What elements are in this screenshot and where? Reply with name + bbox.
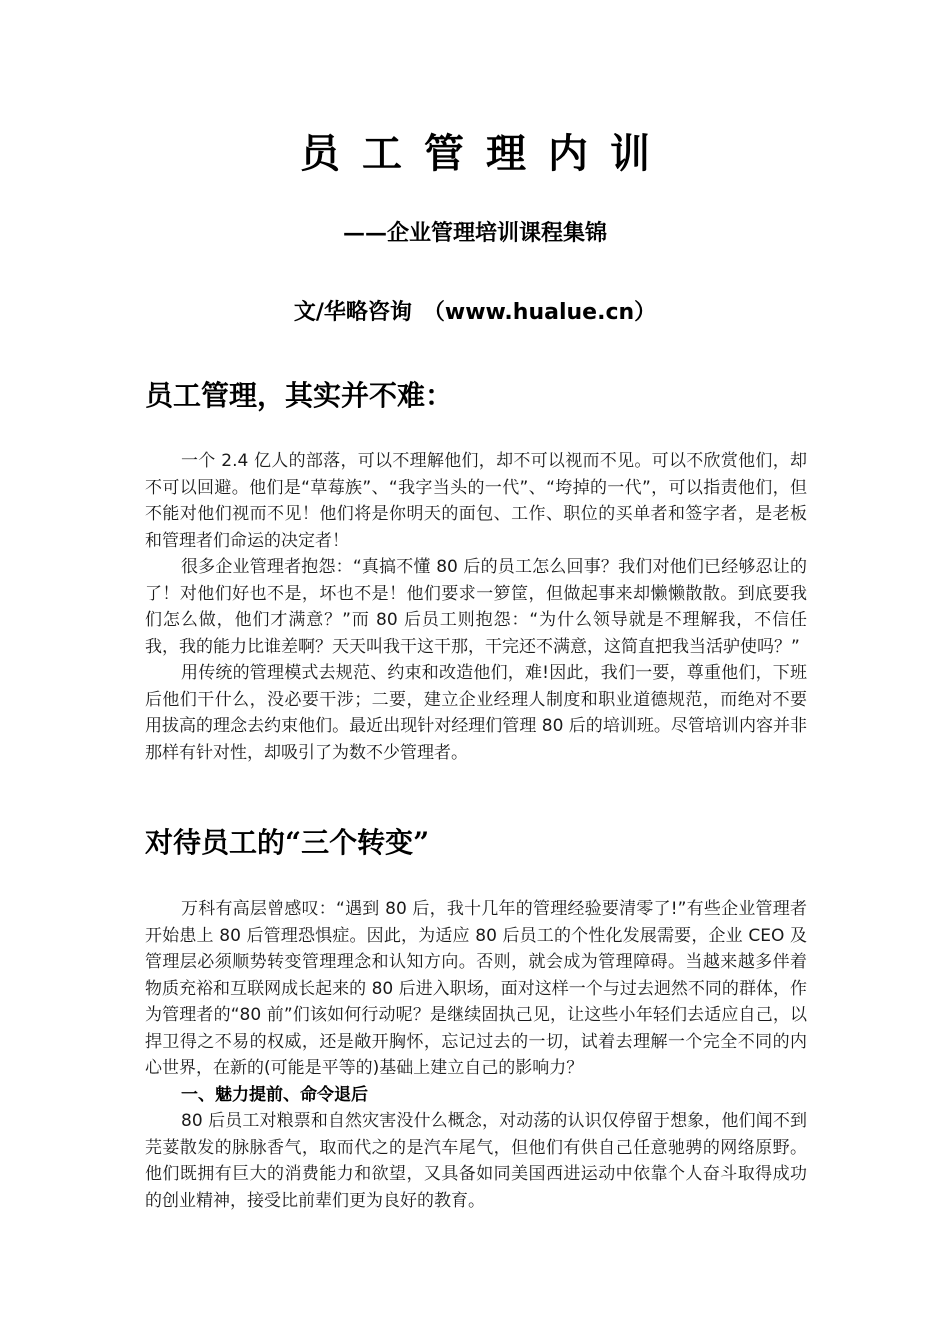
- section-heading-1: 员工管理，其实并不难：: [145, 379, 454, 412]
- paragraph: 用传统的管理模式去规范、约束和改造他们，难!因此，我们一要，尊重他们，下班后他们干什么，没必要干涉；二要，建立企业经理人制度和职业道德规范，而绝对不要用拔高的理念去约束他们。最近出现针对经理们管理 80 后的培训班。尽管培训内容并非那样有针对性，却吸引了为数不少管理者。: [145, 663, 807, 763]
- section-1-body: [145, 448, 807, 766]
- paragraph: 万科有高层曾感叹：“遇到 80 后，我十几年的管理经验要清零了!”有些企业管理者开始患上 80 后管理恐惧症。因此，为适应 80 后员工的个性化发展需要，企业 CEO 及管理层必须顺势转变管理理念和认知方向。否则，就会成为管理障碍。当越来越多伴着物质充裕和互联网成长起来的 80 后进入职场，面对这样一个与过去迥然不同的群体，作为管理者的“80 前”们该如何行动呢？是继续固执己见，让这些小年轻们去适应自己，以捍卫得之不易的权威，还是敞开胸怀，忘记过去的一切，试着去理解一个完全不同的内心世界，在新的(可能是平等的)基础上建立自己的影响力？: [145, 899, 807, 1078]
- section-heading-2: 对待员工的“三个转变”: [145, 826, 430, 859]
- document-title: 员工管理内训: [300, 130, 672, 177]
- paragraph: 一个 2.4 亿人的部落，可以不理解他们，却不可以视而不见。可以不欣赏他们，却不可以回避。他们是“草莓族”、“我字当头的一代”、“垮掉的一代”，可以指责他们，但不能对他们视而不见！他们将是你明天的面包、工作、职位的买单者和签字者，是老板和管理者们命运的决定者！: [145, 451, 807, 551]
- document-byline: 文/华略咨询 （www.hualue.cn）: [293, 300, 657, 325]
- section-2-body: [145, 896, 807, 1214]
- document-subtitle: ——企业管理培训课程集锦: [342, 220, 607, 246]
- paragraph: 80 后员工对粮票和自然灾害没什么概念，对动荡的认识仅停留于想象，他们闻不到芫荽散发的脉脉香气，取而代之的是汽车尾气，但他们有供自己任意驰骋的网络原野。他们既拥有巨大的消费能力和欲望，又具备如同美国西进运动中依靠个人奋斗取得成功的创业精神，接受比前辈们更为良好的教育。: [145, 1111, 807, 1211]
- paragraph: 很多企业管理者抱怨：“真搞不懂 80 后的员工怎么回事？我们对他们已经够忍让的了！对他们好也不是，坏也不是！他们要求一箩筐，但做起事来却懒懒散散。到底要我们怎么做，他们才满意？”而 80 后员工则抱怨：“为什么领导就是不理解我，不信任我，我的能力比谁差啊？天天叫我干这干那，干完还不满意，这简直把我当活驴使吗？”: [145, 557, 807, 657]
- subsection-heading: 一、魅力提前、命令退后: [181, 1084, 368, 1105]
